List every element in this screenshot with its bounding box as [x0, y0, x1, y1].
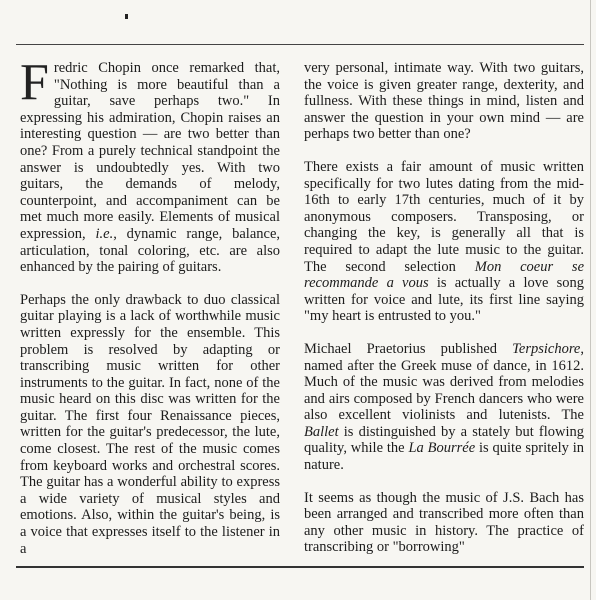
paragraph-text: There exists a fair amount of music written specifically for two lutes dating from the mid-16th to early 17th centuries, much of it by anonymous composers. Transposing, or changing the key, is generally all that is required to adapt the lute music to the guitar. The second selection — [304, 158, 584, 275]
paragraph-chopin-quote — [20, 54, 280, 276]
paragraph-text: is actually a love song written for voice and lute, its first line saying "my heart is entrusted to you." — [304, 275, 585, 325]
italic-title: La Bourrée — [408, 440, 476, 457]
paragraph-text: is quite spritely in nature. — [304, 440, 584, 474]
page-edge — [590, 0, 591, 600]
italic-text: i.e. — [95, 225, 114, 242]
italic-title: Terpsichore — [512, 340, 581, 357]
paragraph-text: is distinguished by a stately but flowing quality, while the — [304, 423, 584, 457]
paragraph-text: redric Chopin once remarked that, "Nothing is more beautiful than a guitar, save perhaps two." In expressing his admiration, Chopin raises an interesting question — are two better than one? From a purely technical standpoint the answer is undoubtedly yes. With two guitars, the demands of melody, counterpoint, and accompaniment can be met much more easily. Elements of musical expression, — [20, 60, 280, 242]
italic-title: Mon coeur se recommande a vous — [304, 258, 584, 292]
paragraph-text: , dynamic range, balance, articulation, tonal coloring, etc. are also enhanced by the pairing of guitars. — [20, 225, 280, 276]
paragraph-praetorius — [304, 341, 584, 474]
italic-title: Ballet — [304, 423, 339, 440]
paragraph-text: Michael Praetorius published — [304, 340, 513, 357]
paragraph-lute-music — [304, 159, 584, 325]
drop-cap: F — [20, 54, 49, 111]
right-column — [304, 60, 584, 572]
paragraph-duo-repertoire: Perhaps the only drawback to duo classical guitar playing is a lack of worthwhile music written expressly for the ensemble. This problem is resolved by adapting or transcribing music written for other instruments to the guitar. In fact, none of the music heard on this disc was written for the guitar. The first four Renaissance pieces, written for the guitar's predecessor, the lute, come closest. The rest of the music comes from keyboard works and orchestral scores. The guitar has a wonderful ability to express a wide variety of musical styles and emotions. Also, within the guitar's being, is a voice that expresses itself to the listener in a — [20, 291, 280, 557]
bottom-rule — [16, 566, 584, 568]
left-column — [20, 54, 280, 573]
registration-mark — [125, 14, 128, 19]
paragraph-text: , named after the Greek muse of dance, in 1612. Much of the music was derived from melodies and airs composed by French dancers who were also excellent violinists and lutenists. The — [304, 340, 584, 424]
paragraph-two-guitars: very personal, intimate way. With two guitars, the voice is given greater range, dexterity, and fullness. With these things in mind, listen and answer the question in your own mind — are perhaps two better than one? — [304, 60, 584, 143]
paragraph-bach: It seems as though the music of J.S. Bach has been arranged and transcribed more often than any other music in history. The practice of transcribing or "borrowing" — [304, 489, 584, 556]
top-rule — [16, 44, 584, 45]
